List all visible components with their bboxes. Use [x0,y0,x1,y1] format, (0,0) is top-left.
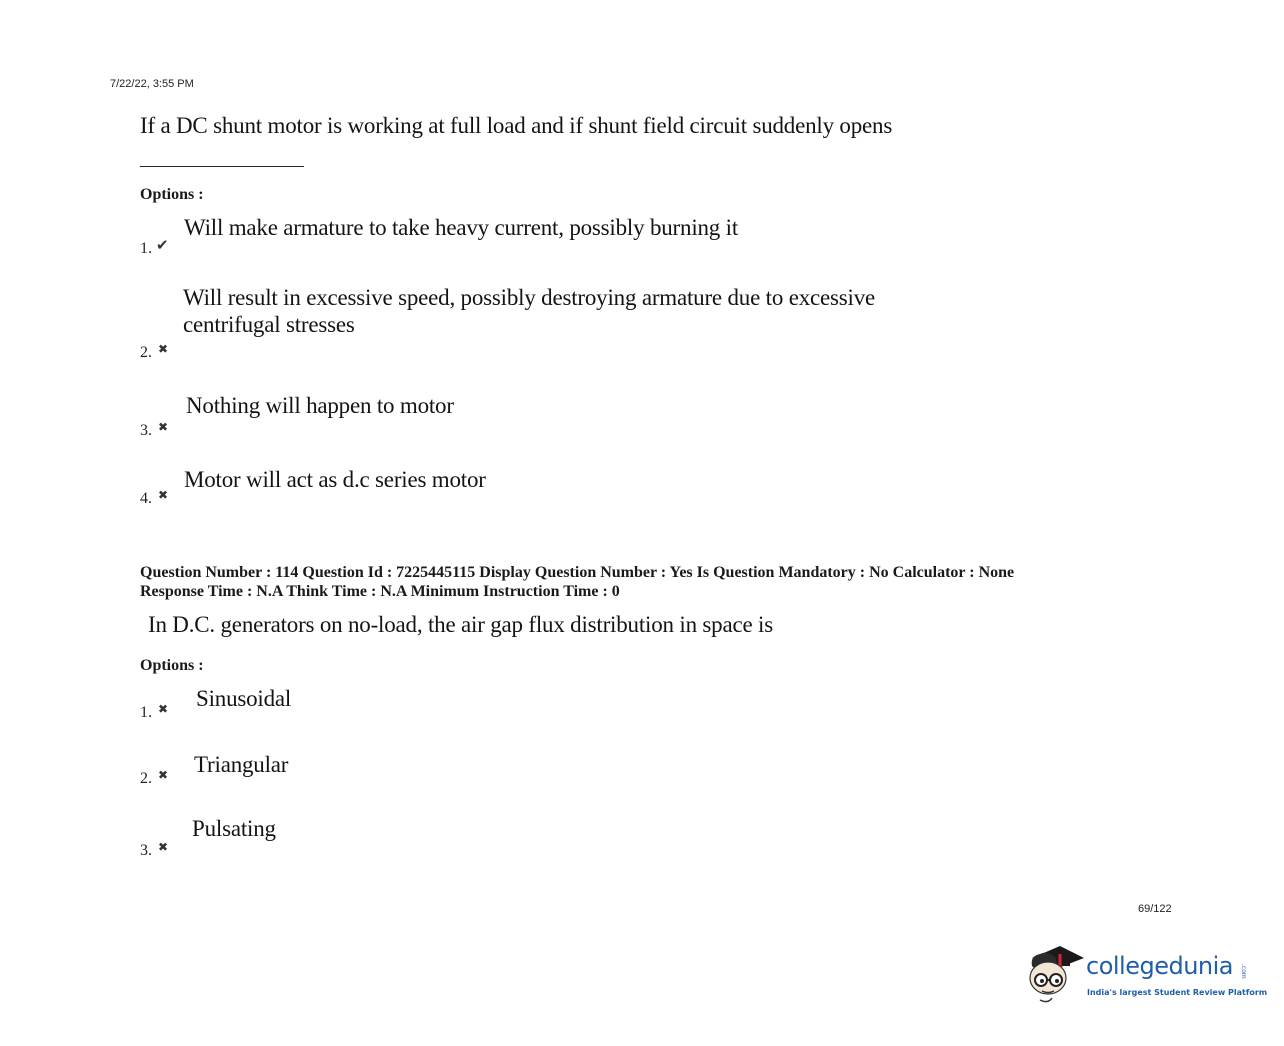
answer-blank-line [140,166,304,167]
option-1-number: 1. [140,704,152,721]
options-label: Options : [140,657,204,674]
options-label: Options : [140,186,204,203]
option-2-number: 2. [140,344,152,361]
check-icon: ✔ [156,238,169,254]
page-number: 69/122 [1138,903,1172,915]
option-3-text: Pulsating [192,816,276,841]
question-meta-line1: Question Number : 114 Question Id : 7225445115 Display Question Number : Yes Is Question Mandatory : No Calculator : None [140,564,1015,581]
brand-name: collegedunia [1086,952,1234,980]
cross-icon: ✖ [158,342,169,356]
cross-icon: ✖ [158,702,169,716]
question-text: In D.C. generators on no-load, the air gap flux distribution in space is [148,612,773,637]
question-meta [140,563,1014,601]
cross-icon: ✖ [158,488,169,502]
option-2-number: 2. [140,770,152,787]
option-1-text: Sinusoidal [196,686,292,711]
option-4-number: 4. [140,490,152,507]
option-2-text-line1: Will result in excessive speed, possibly destroying armature due to excessive [183,285,876,310]
question-meta-line2: Response Time : N.A Think Time : N.A Minimum Instruction Time : 0 [140,583,620,600]
print-timestamp: 7/22/22, 3:55 PM [110,78,194,90]
option-2-text-line2: centrifugal stresses [183,312,355,337]
option-1-text: Will make armature to take heavy current, possibly burning it [184,215,739,240]
mascot-icon [1026,940,1088,1006]
cross-icon: ✖ [158,768,169,782]
option-1-number: 1. [140,240,152,257]
option-3-number: 3. [140,422,152,439]
brand-domain: .com [1240,964,1247,979]
option-3-text: Nothing will happen to motor [186,393,454,418]
option-2-text: Triangular [194,752,289,777]
brand-tagline: India's largest Student Review Platform [1087,988,1268,997]
cross-icon: ✖ [158,420,169,434]
cross-icon: ✖ [158,840,169,854]
question-text: If a DC shunt motor is working at full load and if shunt field circuit suddenly opens [140,113,893,138]
option-4-text: Motor will act as d.c series motor [184,467,486,492]
option-3-number: 3. [140,842,152,859]
